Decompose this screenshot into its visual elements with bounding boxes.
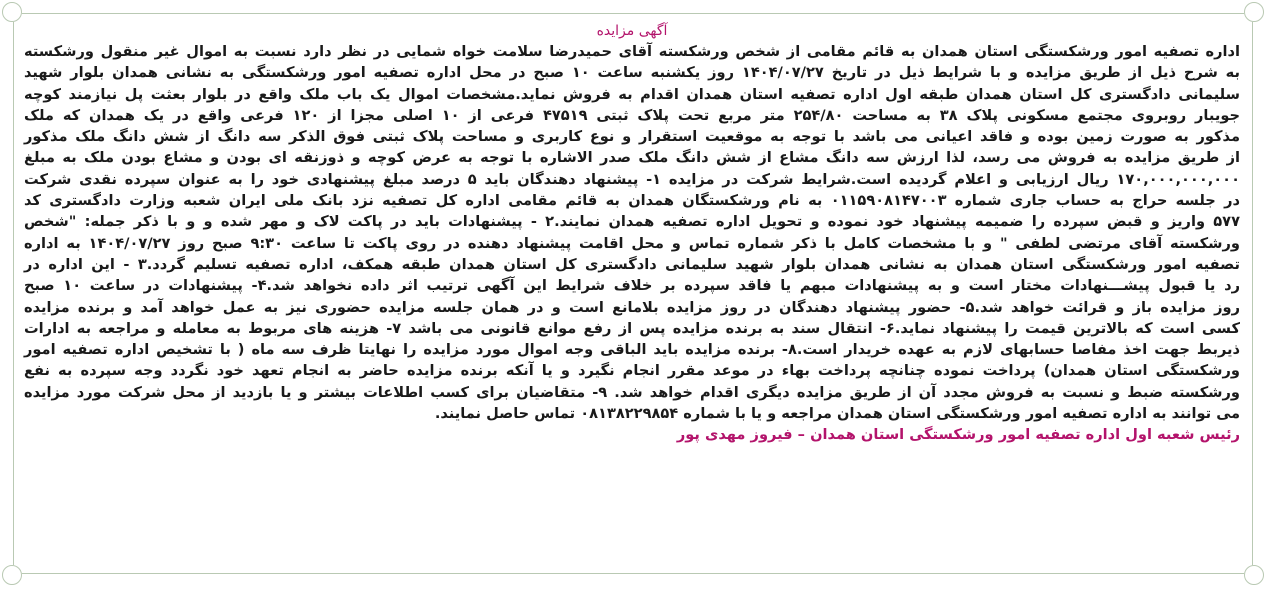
body-line: می توانند به اداره تصفیه امور ورشکستگی استان همدان مراجعه و یا با شماره ۰۸۱۳۸۲۲۹۸۵۴ تماس حاصل نمایند. <box>434 405 1240 423</box>
body-line: در جلسه حراج به حساب جاری شماره ۰۱۱۵۹۰۸۱۴۷۰۰۳ به نام ورشکستگان همدان به قائم مقامی اداره کل تصفیه نزد بانک ملی ایران شعبه وزارت دادگستری کد <box>24 192 1240 210</box>
body-line: کسی است که بالاترین قیمت را پیشنهاد نماید.۶- انتقال سند به برنده مزایده پس از رفع موانع قانونی می باشد ۷- هزینه های مربوط به معامله و مراجعه به ادارات <box>24 319 1241 337</box>
body-line: از طریق مزایده به فروش می رسد، لذا ارزش سه دانگ مشاع از شش دانگ ملک صدر الاشاره با توجه به عرض کوچه و ذوزنقه ای بودن و مشاع بودن ملک به مبلغ <box>24 149 1240 167</box>
body-line: به شرح ذیل از طریق مزایده و با شرایط ذیل در تاریخ ۱۴۰۴/۰۷/۲۷ روز یکشنبه ساعت ۱۰ صبح در محل اداره تصفیه امور ورشکستگی به نشانی همدان بلوار شهید <box>24 64 1241 82</box>
body-line: ۱۷۰,۰۰۰,۰۰۰,۰۰۰ ریال ارزیابی و اعلام گردیده است.شرایط شرکت در مزایده ۱- پیشنهاد دهندگان باید ۵ درصد مبلغ پیشنهادی خود را به عنوان سپرده نقدی شرکت <box>24 170 1240 188</box>
body-line: ۵۷۷ واریز و قبض سپرده را ضمیمه پیشنهاد خود نموده و تحویل اداره تصفیه همدان نمایند.۲ - پیشنهادات باید در پاکت لاک و مهر شده و و با ذکر جمله: "شخص <box>24 213 1240 231</box>
body-line: جویبار روبروی مجتمع مسکونی پلاک ۳۸ به مساحت ۲۵۴/۸۰ متر مربع تحت پلاک ثبتی ۴۷۵۱۹ فرعی از ۱۰ اصلی مجزا از ۱۲۰ فرعی واقع در یک همدان که ملک <box>24 106 1241 124</box>
notice-title: آگهی مزایده <box>596 23 668 39</box>
notice-frame <box>13 13 1253 574</box>
body-line: تصفیه امور ورشکستگی استان همدان به نشانی همدان بلوار شهید سلیمانی دادگستری کل استان همدان طبقه همکف، اداره تصفیه تسلیم گردد.۳ - این اداره در <box>24 255 1240 273</box>
body-line: ورشکستگی استان همدان) پرداخت نموده چنانچه پرداخت بهاء در موعد مقرر انجام نگیرد و یا آنکه برنده مزایده حاضر به انجام تعهد خود نگردد وجه سپرده به نفع <box>24 362 1240 380</box>
body-line: اداره تصفیه امور ورشکستگی استان همدان به قائم مقامی از شخص ورشکسته آقای حمیدرضا سلامت خواه شمایی در نظر دارد نسبت به اموال غیر منقول ورشکسته <box>24 43 1240 60</box>
body-line: مذکور به صورت زمین بوده و فاقد اعیانی می باشد با توجه به موقعیت استقرار و نوع کاربری و مساحت پلاک ثبتی فوق الذکر سه دانگ از شش دانگ ملک مذکور <box>24 128 1240 146</box>
corner-ornament <box>1244 565 1254 575</box>
notice-body <box>24 22 1240 446</box>
corner-ornament <box>12 565 22 575</box>
corner-ornament <box>12 12 22 22</box>
body-line: سلیمانی دادگستری کل استان همدان طبقه اول اداره تصفیه استان همدان اقدام به فروش نماید.مشخصات اموال یک باب ملک واقع در بلوار بعثت پل نیازمند کوچه <box>24 85 1240 103</box>
body-line: ورشکسته ضبط و نسبت به فروش مجدد آن از طریق مزایده دیگری اقدام خواهد شد. ۹- متقاضیان برای کسب اطلاعات بیشتر و یا بازدید از محل شرکت مورد مزایده <box>24 383 1241 401</box>
signature: رئیس شعبه اول اداره تصفیه امور ورشکستگی استان همدان – فیروز مهدی پور <box>676 426 1240 444</box>
body-line: روز مزایده باز و قرائت خواهد شد.۵- حضور پیشنهاد دهندگان در روز مزایده بلامانع است و در همان جلسه مزایده حضوری نیز به عمل خواهد آمد و برنده مزایده <box>24 298 1241 316</box>
body-line: ورشکسته آقای مرتضی لطفی " و با مشخصات کامل با ذکر شماره تماس و محل اقامت پیشنهاد دهنده در روی پاکت تا ساعت ۹:۳۰ صبح روز ۱۴۰۴/۰۷/۲۷ به اداره <box>24 234 1240 252</box>
body-line: رد یا قبول پیشـــنهادات مختار است و به پیشنهادات مبهم یا فاقد سپرده بر خلاف شرایط این آگهی ترتیب اثر داده نخواهد شد.۴- پیشنهادات در ساعت ۱۰ صبح <box>24 277 1240 295</box>
body-line: ذیربط جهت اخذ مفاصا حسابهای لازم به عهده خریدار است.۸- برنده مزایده باید الباقی وجه اموال مورد مزایده را نهایتا ظرف سه ماه ( با تشخیص اداره تصفیه امور <box>24 341 1240 359</box>
corner-ornament <box>1244 12 1254 22</box>
